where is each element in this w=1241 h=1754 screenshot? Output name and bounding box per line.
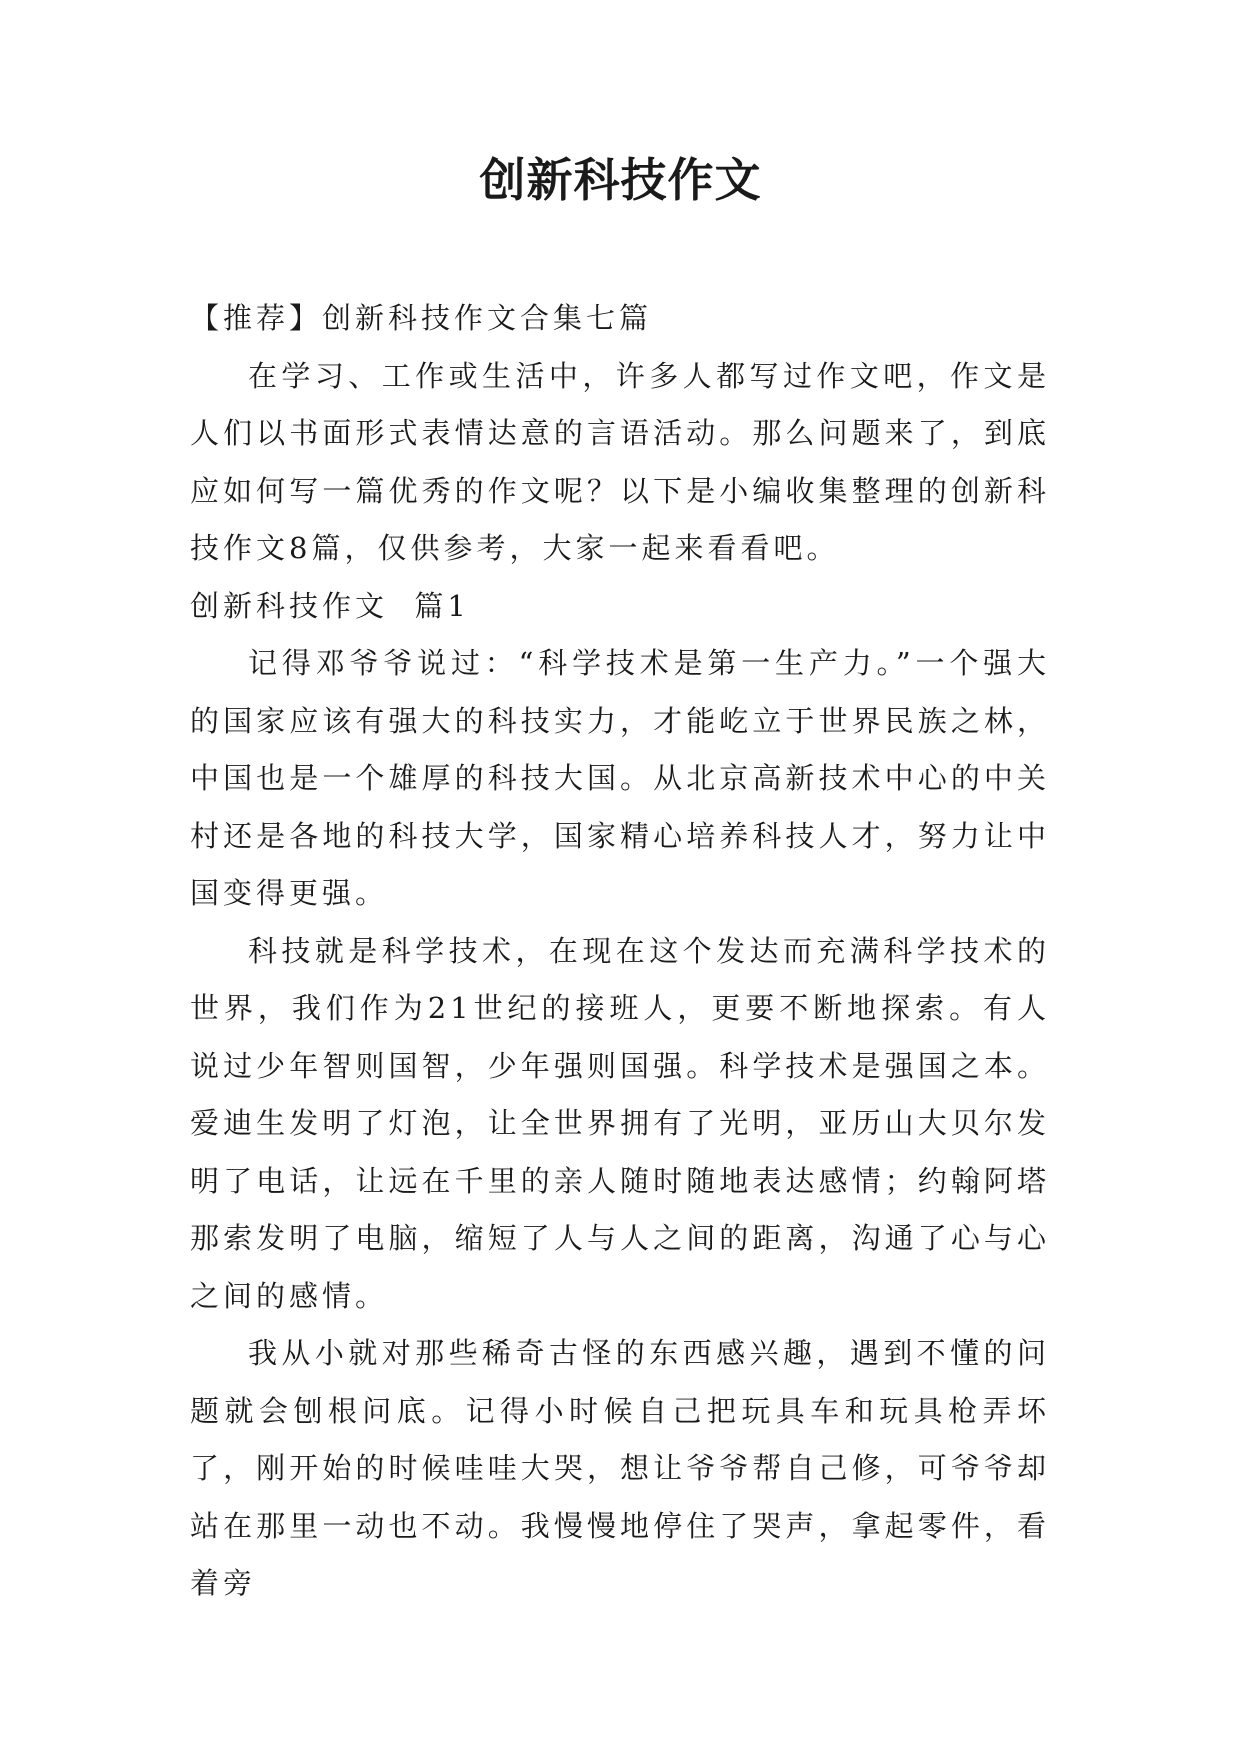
body-paragraph: 科技就是科学技术，在现在这个发达而充满科学技术的世界，我们作为21世纪的接班人，更要不断地探索。有人说过少年智则国智，少年强则国强。科学技术是强国之本。爱迪生发明了灯泡，让全世界拥有了光明，亚历山大贝尔发明了电话，让远在千里的亲人随时随地表达感情；约翰阿塔那索发明了电脑，缩短了人与人之间的距离，沟通了心与心之间的感情。 [190,933,1050,1313]
section-heading: 创新科技作文 篇1 [190,588,470,623]
intro-paragraph: 在学习、工作或生活中，许多人都写过作文吧，作文是人们以书面形式表情达意的言语活动。那么问题来了，到底应如何写一篇优秀的作文呢？以下是小编收集整理的创新科技作文8篇，仅供参考，大家一起来看看吧。 [190,358,1050,565]
document-title: 创新科技作文 [479,153,762,207]
document-body [190,290,1050,1613]
intro-heading: 【推荐】创新科技作文合集七篇 [190,301,653,335]
body-paragraph: 我从小就对那些稀奇古怪的东西感兴趣，遇到不懂的问题就会刨根问底。记得小时候自己把玩具车和玩具枪弄坏了，刚开始的时候哇哇大哭，想让爷爷帮自己修，可爷爷却站在那里一动也不动。我慢慢地停住了哭声，拿起零件，看着旁 [190,1336,1050,1600]
body-paragraph: 记得邓爷爷说过：“科学技术是第一生产力。”一个强大的国家应该有强大的科技实力，才能屹立于世界民族之林，中国也是一个雄厚的科技大国。从北京高新技术中心的中关村还是各地的科技大学，国家精心培养科技人才，努力让中国变得更强。 [190,646,1050,910]
